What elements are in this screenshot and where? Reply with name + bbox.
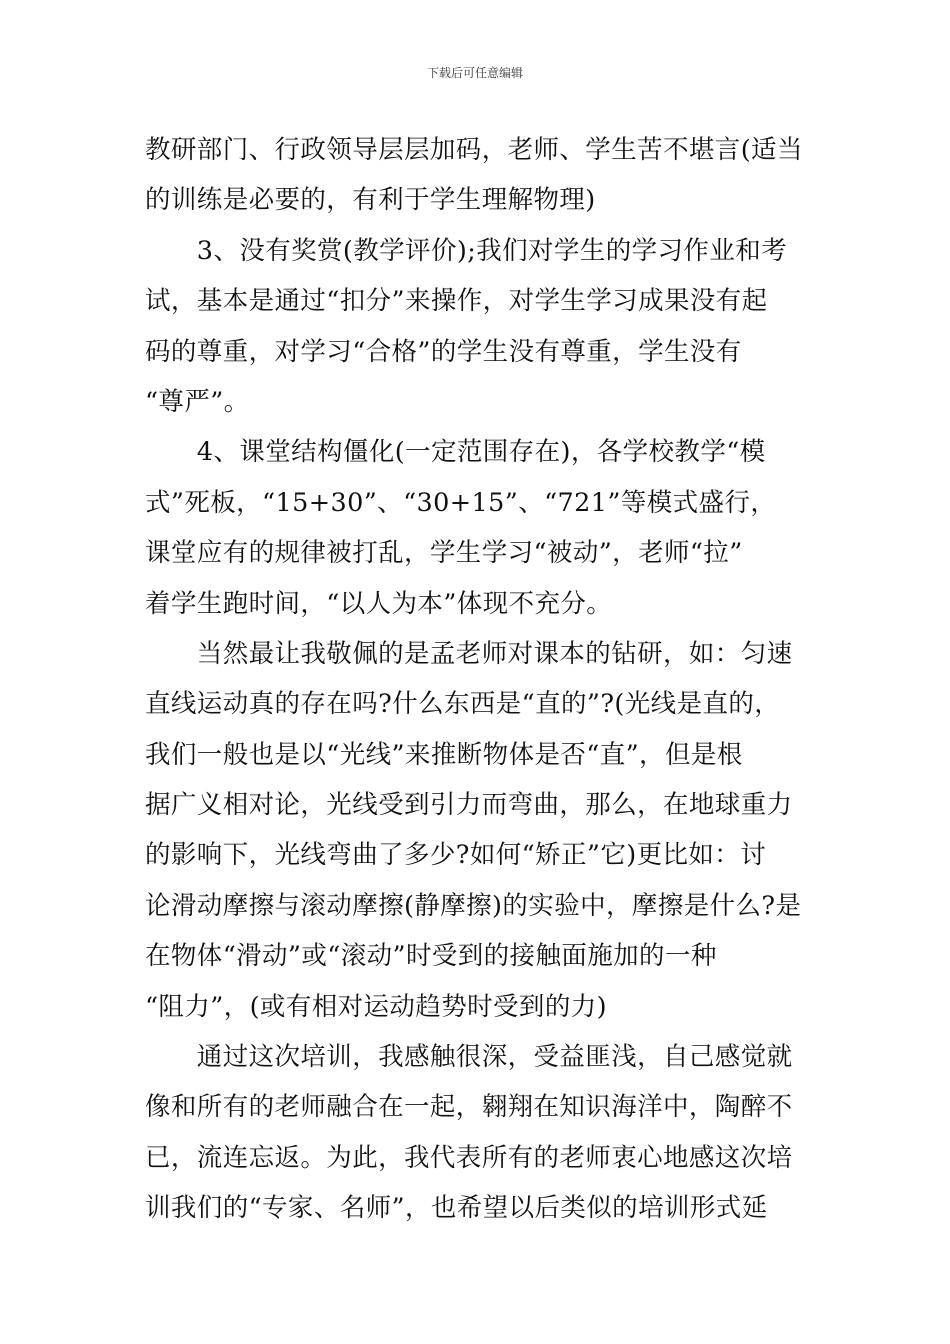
text-line: 据广义相对论，光线受到引力而弯曲，那么，在地球重力	[145, 790, 793, 821]
text-line: 直线运动真的存在吗?什么东西是“直的”?(光线是直的，	[145, 689, 781, 720]
text-line: 式”死板，“15+30”、“30+15”、“721”等模式盛行，	[145, 487, 777, 518]
text-line: 课堂应有的规律被打乱，学生学习“被动”，老师“拉”	[145, 538, 743, 569]
text-line: 当然最让我敬佩的是孟老师对课本的钻研，如：匀速	[145, 638, 793, 669]
text-line: 4、课堂结构僵化(一定范围存在)，各学校教学“模	[145, 437, 766, 468]
text-line: 训我们的“专家、名师”，也希望以后类似的培训形式延	[145, 1193, 768, 1224]
text-line: 3、没有奖赏(教学评价);我们对学生的学习作业和考	[145, 235, 788, 266]
text-line: 的训练是必要的，有利于学生理解物理)	[145, 185, 596, 216]
text-line: 的影响下，光线弯曲了多少?如何“矫正”它)更比如：讨	[145, 840, 767, 871]
text-line: 论滑动摩擦与滚动摩擦(静摩擦)的实验中，摩擦是什么?是	[145, 890, 802, 921]
text-line: 着学生跑时间，“以人为本”体现不充分。	[145, 588, 613, 619]
text-line: 教研部门、行政领导层层加码，老师、学生苦不堪言(适当	[145, 135, 803, 165]
text-line: 像和所有的老师融合在一起，翱翔在知识海洋中，陶醉不	[145, 1092, 793, 1123]
text-line: “尊严”。	[145, 386, 250, 417]
text-line: 在物体“滑动”或“滚动”时受到的接触面施加的一种	[145, 941, 717, 972]
text-line: 我们一般也是以“光线”来推断物体是否“直”，但是根	[145, 739, 743, 770]
page-header-note: 下载后可任意编辑	[426, 66, 523, 80]
text-line: 码的尊重，对学习“合格”的学生没有尊重，学生没有	[145, 336, 742, 367]
text-line: “阻力”，(或有相对运动趋势时受到的力)	[145, 991, 607, 1022]
text-line: 通过这次培训，我感触很深，受益匪浅，自己感觉就	[145, 1042, 793, 1073]
text-line: 已，流连忘返。为此，我代表所有的老师衷心地感这次培	[145, 1142, 793, 1173]
document-body	[145, 127, 810, 1236]
text-line: 试，基本是通过“扣分”来操作，对学生学习成果没有起	[145, 286, 768, 317]
